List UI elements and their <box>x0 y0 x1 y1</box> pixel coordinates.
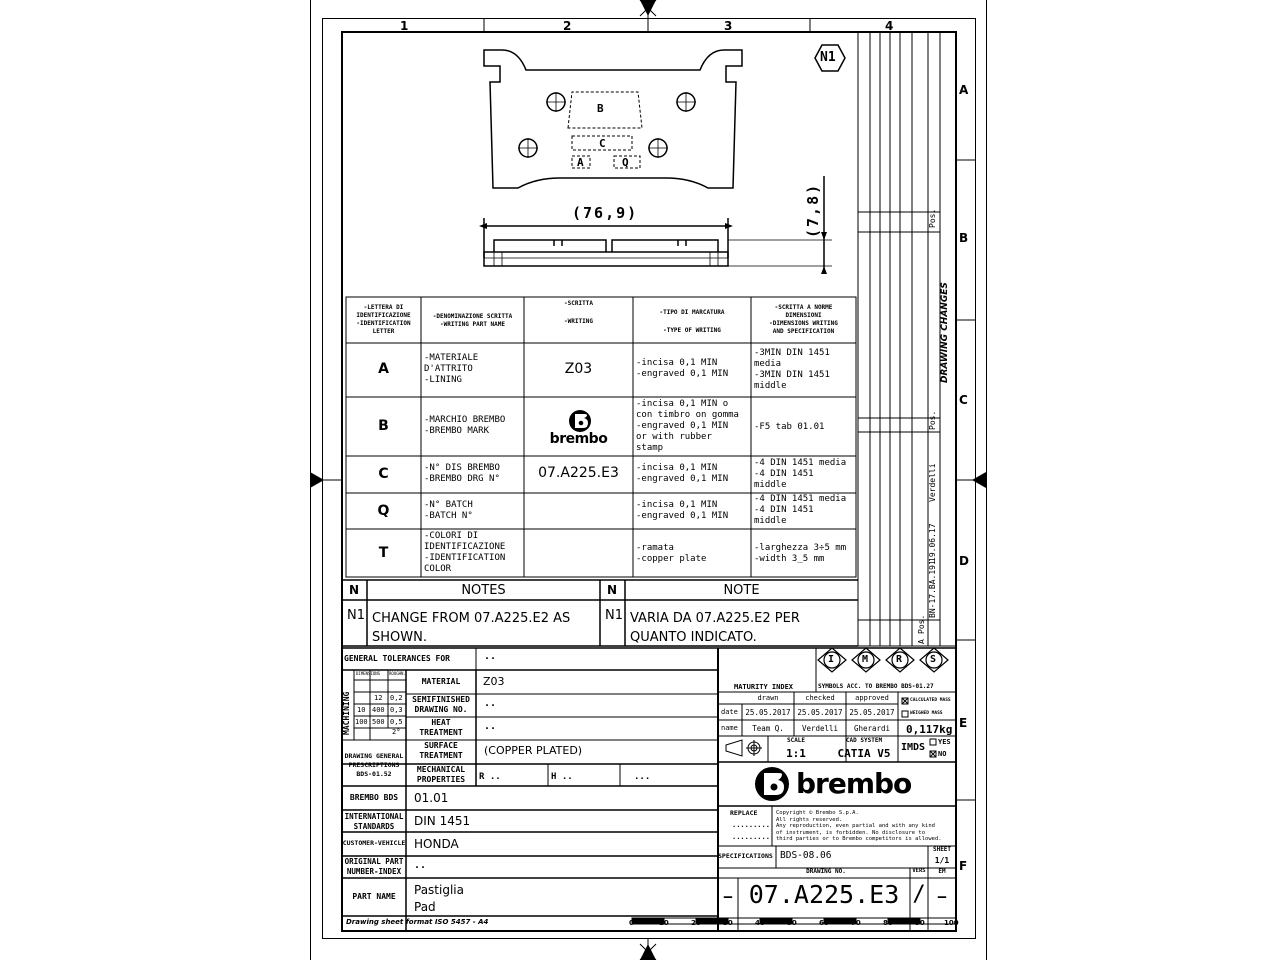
pad-top-view <box>484 45 845 188</box>
scale-tick-100: 100 <box>944 919 959 927</box>
original-part-label: ORIGINAL PART NUMBER-INDEX <box>344 857 404 876</box>
row-marker-d: D <box>959 554 969 568</box>
zone-a-label: A <box>577 156 584 169</box>
vers-label: VERS <box>912 868 926 874</box>
row-marker-b: B <box>959 231 969 245</box>
weighed-mass-label: WEIGHED MASS <box>910 711 943 716</box>
customer-vehicle-label: CUSTOMER-VEHICLE <box>342 839 406 847</box>
imds-yes: YES <box>938 738 951 746</box>
revision-pos-top: Pos. <box>928 208 937 228</box>
notes-header: NOTES <box>461 583 506 598</box>
brembo-logo-table <box>569 410 591 432</box>
material-label: MATERIAL <box>421 677 461 686</box>
scale-tick-20: 20 <box>691 919 701 927</box>
tol-row3-c: 0,5 <box>390 718 403 726</box>
brembo-bds-label: BREMBO BDS <box>349 793 399 802</box>
date-label: date <box>721 708 738 716</box>
row-marker-a: A <box>959 83 969 97</box>
scale-tick-50: 50 <box>787 919 797 927</box>
scale-tick-30: 30 <box>723 919 733 927</box>
marking-row-q-type: -incisa 0,1 MIN -engraved 0,1 MIN <box>636 500 729 521</box>
checked-label: checked <box>805 694 835 702</box>
imds-no: NO <box>938 750 947 758</box>
marking-row-c-type: -incisa 0,1 MIN -engraved 0,1 MIN <box>636 463 729 484</box>
zone-c-label: C <box>599 137 606 150</box>
general-tolerances-value: .. <box>484 651 497 662</box>
name-checked: Verdelli <box>801 724 839 733</box>
machining-label: MACHINING <box>342 691 351 735</box>
drawing-general-prescriptions: DRAWING GENERAL PRESCRIPTIONS BDS-01.52 <box>344 752 404 778</box>
brembo-bds-value: 01.01 <box>414 791 449 805</box>
col-marker-4: 4 <box>885 19 894 33</box>
col-marker-3: 3 <box>724 19 733 33</box>
original-part-value: .. <box>414 860 427 871</box>
marking-row-b-name: -MARCHIO BREMBO -BREMBO MARK <box>424 415 506 436</box>
approved-label: approved <box>855 694 889 702</box>
marking-row-t-spec: -larghezza 3÷5 mm -width 3_5 mm <box>754 543 847 564</box>
tol-row2-a: 10 <box>357 706 366 714</box>
marking-header-name: -DENOMINAZIONE SCRITTA -WRITING PART NAME <box>432 313 513 328</box>
customer-vehicle-value: HONDA <box>414 837 459 851</box>
notes-n-label-right: N <box>607 583 618 597</box>
maturity-symbols <box>818 648 948 672</box>
format-note: Drawing sheet format ISO 5457 - A4 <box>346 918 489 926</box>
drawing-changes-title: DRAWING CHANGES <box>940 282 950 383</box>
symbol-i: I <box>828 654 835 665</box>
col-marker-2: 2 <box>563 19 572 33</box>
symbol-m: M <box>862 654 869 665</box>
symbol-r: R <box>896 654 903 665</box>
name-approved: Gherardi <box>853 724 891 733</box>
drawing-no-label: DRAWING NO. <box>806 868 846 875</box>
copyright-notice: Copyright © Brembo S.p.A. All rights reserved. Any reproduction, even partial and with any kind of instrument, is forbidden. No disclosure to third parties or to Brembo competitors is allowed. <box>776 810 942 842</box>
marking-header-spec: -SCRITTA A NORME DIMENSIONI -DIMENSIONS WRITING AND SPECIFICATION <box>769 304 838 335</box>
intl-standards-value: DIN 1451 <box>414 814 471 828</box>
marking-row-c-name: -N° DIS BREMBO -BREMBO DRG N° <box>424 463 500 484</box>
mechanical-other: ... <box>634 772 651 782</box>
replace-dots-1: ......... <box>732 821 770 829</box>
general-tolerances-label: GENERAL TOLERANCES FOR <box>344 654 450 663</box>
specifications-label: SPECIFICATIONS <box>718 852 773 860</box>
cad-system-value: CATIA V5 <box>837 747 891 760</box>
scale-tick-10: 10 <box>659 919 669 927</box>
scale-tick-60: 60 <box>819 919 829 927</box>
maturity-index-label: MATURITY INDEX <box>734 683 794 691</box>
marking-row-a-spec: -3MIN DIN 1451 media -3MIN DIN 1451 middle <box>754 348 830 391</box>
surface-treatment-value: (COPPER PLATED) <box>484 744 583 757</box>
mechanical-properties-label: MECHANICAL PROPERTIES <box>416 765 466 784</box>
drawing-no-dash-left: – <box>723 889 733 905</box>
revision-pos: Pos. <box>917 614 926 634</box>
projection-symbol <box>726 740 762 756</box>
drawing-number: 07.A225.E3 <box>748 880 900 909</box>
revision-pos-mid: Pos. <box>928 410 937 430</box>
marking-header-letter: -LETTERA DI IDENTIFICAZIONE -IDENTIFICATION LETTER <box>356 304 411 335</box>
revision-date: 19.06.17 <box>928 523 937 562</box>
revision-letter-a: A <box>917 639 926 644</box>
marking-header-writing: -SCRITTA -WRITING <box>564 300 593 325</box>
note-left-id: N1 <box>347 608 365 623</box>
marking-header-type: -TIPO DI MARCATURA -TYPE OF WRITING <box>659 309 725 334</box>
tol-row1-c: 0,2 <box>390 694 403 702</box>
revision-number: BN-17.BA.191 <box>928 560 937 618</box>
date-drawn: 25.05.2017 <box>745 708 791 717</box>
marking-row-b-letter: B <box>378 418 389 434</box>
symbols-note: SYMBOLS ACC. TO BREMBO BDS-01.27 <box>818 683 934 690</box>
tol-row3-b: 500 <box>372 718 385 726</box>
date-approved: 25.05.2017 <box>849 708 895 717</box>
replace-dots-2: ......... <box>732 833 770 841</box>
note-right-text: VARIA DA 07.A225.E2 PER QUANTO INDICATO. <box>630 611 800 645</box>
dimension-thickness: (7,8) <box>804 182 822 238</box>
semifinished-label: SEMIFINISHED DRAWING NO. <box>412 695 470 714</box>
zone-q-label: Q <box>622 156 629 169</box>
semifinished-value: .. <box>484 698 497 709</box>
marking-row-a-writing: Z03 <box>564 361 593 377</box>
zone-b-label: B <box>597 102 604 115</box>
marking-row-a-letter: A <box>378 361 389 377</box>
scale-tick-70: 70 <box>851 919 861 927</box>
intl-standards-label: INTERNATIONAL STANDARDS <box>344 812 404 831</box>
note-header: NOTE <box>723 583 760 598</box>
drawn-label: drawn <box>757 694 779 702</box>
row-marker-f: F <box>959 859 968 873</box>
marking-row-q-name: -N° BATCH -BATCH N° <box>424 500 473 521</box>
scale-tick-80: 80 <box>883 919 893 927</box>
tol-header-dims: DIMENSIONS <box>356 671 381 676</box>
note-right-id: N1 <box>605 608 623 623</box>
material-value: Z03 <box>483 675 505 688</box>
em-label: EM <box>938 868 946 875</box>
heat-treatment-value: .. <box>484 721 497 732</box>
marking-row-t-name: -COLORI DI IDENTIFICAZIONE -IDENTIFICATION COLOR <box>424 531 506 574</box>
tol-row2-c: 0,3 <box>390 706 403 714</box>
marking-row-t-letter: T <box>378 545 389 561</box>
marking-row-a-type: -incisa 0,1 MIN -engraved 0,1 MIN <box>636 358 729 379</box>
tol-header-rough: ROUGHN. <box>389 671 406 676</box>
scale-value: 1:1 <box>786 747 806 760</box>
marking-row-c-writing: 07.A225.E3 <box>538 465 619 481</box>
note-left-text: CHANGE FROM 07.A225.E2 AS SHOWN. <box>372 611 571 645</box>
scale-tick-0: 0 <box>629 919 634 927</box>
marking-row-a-name: -MATERIALE D'ATTRITO -LINING <box>424 353 479 385</box>
mechanical-h: H .. <box>551 772 573 782</box>
revision-name: Verdelli <box>928 463 937 502</box>
symbol-s: S <box>930 654 937 665</box>
name-label: name <box>721 724 738 732</box>
marking-row-t-type: -ramata -copper plate <box>636 543 707 564</box>
scale-label: SCALE <box>786 737 806 744</box>
notes-n-label-left: N <box>349 583 360 597</box>
scale-tick-40: 40 <box>755 919 765 927</box>
sheet-label: SHEET <box>932 846 952 853</box>
replace-label: REPLACE <box>730 809 758 817</box>
tol-row2-b: 400 <box>372 706 385 714</box>
marking-row-q-spec: -4 DIN 1451 media -4 DIN 1451 middle <box>754 494 847 526</box>
marking-row-q-letter: Q <box>377 503 390 519</box>
marking-row-b-spec: -F5 tab 01.01 <box>754 422 825 432</box>
row-marker-e: E <box>959 716 968 730</box>
marking-row-c-letter: C <box>378 466 389 482</box>
surface-treatment-label: SURFACE TREATMENT <box>419 741 463 760</box>
tol-angle: 2° <box>392 728 401 736</box>
date-checked: 25.05.2017 <box>797 708 843 717</box>
sheet-value: 1/1 <box>934 856 950 865</box>
specifications-value: BDS-08.06 <box>780 850 832 861</box>
scale-tick-90: 90 <box>915 919 925 927</box>
imds-label: IMDS <box>901 742 926 753</box>
brand-wordmark: brembo <box>796 767 912 800</box>
brembo-logo-title <box>755 767 789 801</box>
marking-row-b-type: -incisa 0,1 MIN o con timbro on gomma -engraved 0,1 MIN or with rubber stamp <box>636 399 739 453</box>
name-drawn: Team Q. <box>752 724 784 733</box>
cad-system-label: CAD SYSTEM <box>845 737 883 744</box>
marking-row-c-spec: -4 DIN 1451 media -4 DIN 1451 middle <box>754 458 847 490</box>
part-name-label: PART NAME <box>352 892 396 901</box>
mass-value: 0,117kg <box>906 723 953 736</box>
heat-treatment-label: HEAT TREATMENT <box>419 718 463 737</box>
col-marker-1: 1 <box>400 19 409 33</box>
row-marker-c: C <box>959 393 968 407</box>
marking-row-b-writing: brembo <box>549 431 608 447</box>
tol-row1-b: 12 <box>374 694 383 702</box>
change-flag-n1: N1 <box>820 50 836 65</box>
pad-side-view <box>479 176 832 274</box>
part-name-value: Pastiglia Pad <box>414 883 464 914</box>
calculated-mass-label: CALCULATED MASS <box>910 698 951 703</box>
drawing-no-dash-right: – <box>937 889 947 905</box>
mechanical-r: R .. <box>479 772 501 782</box>
tol-row3-a: 100 <box>355 718 368 726</box>
dimension-width: (76,9) <box>572 204 639 222</box>
version-value: / <box>912 882 926 907</box>
